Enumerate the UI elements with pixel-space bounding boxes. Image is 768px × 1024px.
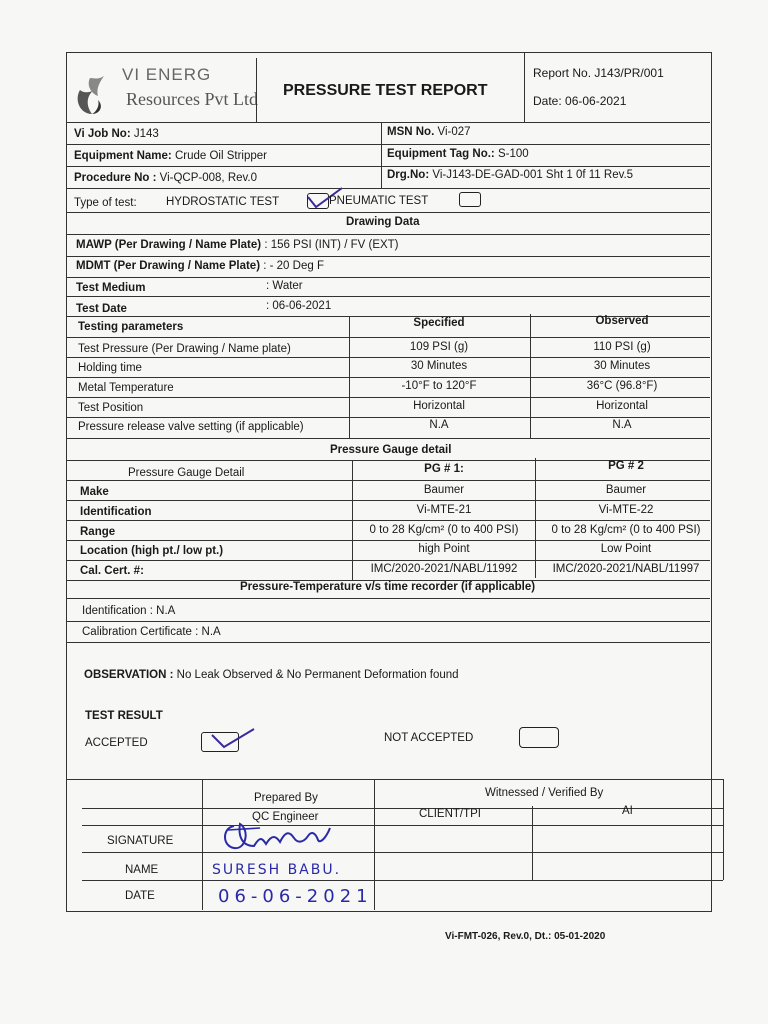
recorder-calibration: Calibration Certificate : N.A — [82, 626, 221, 638]
signature-row-label: SIGNATURE — [107, 835, 174, 847]
table-cell: 30 Minutes — [410, 360, 468, 372]
company-logo — [70, 60, 256, 120]
test-result-heading: TEST RESULT — [85, 710, 163, 722]
table-cell: Baumer — [605, 484, 647, 496]
report-number: Report No. J143/PR/001 — [533, 66, 664, 80]
mdmt-field: MDMT (Per Drawing / Name Plate) : - 20 Deg F — [76, 260, 324, 272]
procedure-field: Procedure No : Vi-QCP-008, Rev.0 — [74, 172, 258, 184]
column-header: Pressure Gauge Detail — [128, 467, 245, 479]
report-date: Date: 06-06-2021 — [533, 94, 627, 108]
name-row-label: NAME — [125, 864, 159, 876]
table-cell: Horizontal — [596, 400, 648, 412]
table-cell: IMC/2020-2021/NABL/11992 — [370, 563, 518, 575]
handwritten-signature — [220, 816, 340, 856]
table-cell: high Point — [418, 543, 470, 555]
date-row-label: DATE — [125, 890, 155, 902]
table-cell: 30 Minutes — [593, 360, 651, 372]
prepared-by-label: Prepared By — [254, 792, 318, 804]
tag-field: Equipment Tag No.: S-100 — [387, 148, 529, 160]
prepared-by-name: SURESH BABU. — [212, 862, 342, 878]
gauge-detail-heading: Pressure Gauge detail — [330, 444, 452, 456]
test-date-label: Test Date — [76, 303, 127, 315]
column-header: Specified — [413, 317, 465, 329]
not-accepted-label: NOT ACCEPTED — [384, 732, 474, 744]
msn-field: MSN No. Vi-027 — [387, 126, 471, 138]
mawp-field: MAWP (Per Drawing / Name Plate) : 156 PSI (INT) / FV (EXT) — [76, 239, 399, 251]
recorder-identification: Identification : N.A — [82, 605, 176, 617]
table-cell: 109 PSI (g) — [409, 341, 469, 353]
column-header: Observed — [595, 315, 649, 327]
parameter-label: Metal Temperature — [78, 382, 174, 394]
parameter-label: Pressure release valve setting (if applicable) — [78, 421, 304, 433]
recorder-heading: Pressure-Temperature v/s time recorder (if applicable) — [240, 581, 536, 593]
client-tpi-label: CLIENT/TPI — [419, 808, 481, 820]
test-medium-value: : Water — [266, 280, 303, 292]
table-cell: Horizontal — [413, 400, 465, 412]
gauge-row-label: Range — [80, 526, 116, 538]
qc-engineer-label: QC Engineer — [252, 811, 319, 823]
ai-label: AI — [622, 805, 633, 817]
column-header: Testing parameters — [78, 321, 184, 333]
table-cell: Vi-MTE-21 — [416, 504, 472, 516]
job-no-field: Vi Job No: J143 — [74, 128, 159, 140]
gauge-row-label: Make — [80, 486, 109, 498]
parameter-label: Holding time — [78, 362, 142, 374]
parameter-label: Test Pressure (Per Drawing / Name plate) — [78, 343, 291, 355]
table-cell: 0 to 28 Kg/cm² (0 to 400 PSI) — [369, 524, 519, 536]
table-cell: Baumer — [423, 484, 465, 496]
parameter-label: Test Position — [78, 402, 144, 414]
table-cell: Vi-MTE-22 — [598, 504, 654, 516]
equipment-field: Equipment Name: Crude Oil Stripper — [74, 150, 268, 162]
page-title: PRESSURE TEST REPORT — [283, 82, 488, 99]
test-medium-label: Test Medium — [76, 282, 146, 294]
not-accepted-checkbox[interactable] — [519, 727, 559, 748]
drawing-number-field: Drg.No: Vi-J143-DE-GAD-001 Sht 1 0f 11 Rev.5 — [387, 169, 634, 181]
drawing-data-heading: Drawing Data — [346, 216, 420, 228]
pneumatic-checkbox[interactable] — [459, 192, 481, 207]
witnessed-label: Witnessed / Verified By — [485, 787, 604, 799]
table-cell: 110 PSI (g) — [593, 341, 651, 353]
accepted-label: ACCEPTED — [85, 737, 148, 749]
table-cell: N.A — [429, 419, 449, 431]
table-cell: 36°C (96.8°F) — [586, 380, 658, 392]
form-footer: Vi-FMT-026, Rev.0, Dt.: 05-01-2020 — [445, 931, 606, 942]
gauge-row-label: Identification — [80, 506, 152, 518]
table-cell: IMC/2020-2021/NABL/11997 — [552, 563, 700, 575]
test-date-value: : 06-06-2021 — [266, 300, 332, 312]
checkmark-icon — [208, 727, 258, 751]
table-cell: 0 to 28 Kg/cm² (0 to 400 PSI) — [551, 524, 701, 536]
observation-text: OBSERVATION : No Leak Observed & No Permanent Deformation found — [84, 669, 459, 681]
table-cell: -10°F to 120°F — [401, 380, 477, 392]
table-cell: Low Point — [600, 543, 652, 555]
hydrostatic-option-label: HYDROSTATIC TEST — [166, 196, 280, 208]
pneumatic-option-label: PNEUMATIC TEST — [329, 195, 429, 207]
company-name-line2: Resources Pvt Ltd — [126, 89, 258, 109]
table-cell: N.A — [612, 419, 632, 431]
company-name-line1: VI ENERG — [122, 65, 212, 84]
gauge-row-label: Cal. Cert. #: — [80, 565, 144, 577]
gauge-row-label: Location (high pt./ low pt.) — [80, 545, 224, 557]
column-header: PG # 2 — [608, 460, 644, 472]
prepared-by-date: 06-06-2021 — [218, 886, 373, 907]
test-type-label: Type of test: — [74, 197, 137, 209]
column-header: PG # 1: — [424, 463, 464, 475]
